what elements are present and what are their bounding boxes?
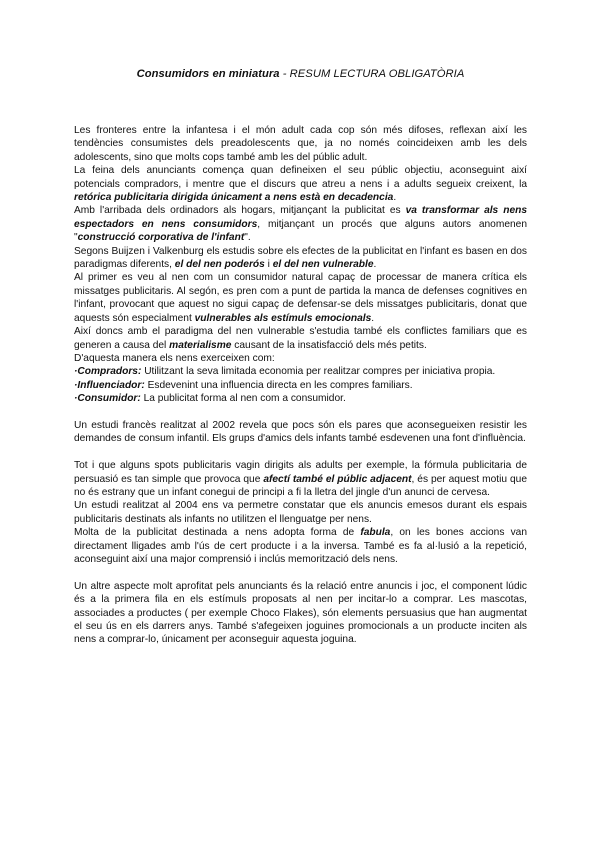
paragraph-text: Les fronteres entre la infantesa i el món adult cada cop són més difoses, reflexan així les tendències consumistes dels preadolescents que, ja no només coincideixen amb les dels adolescents, sino que molts cops també amb les del públic adult. — [74, 125, 527, 163]
paragraph — [74, 499, 527, 526]
emphasis-text: ·Influenciador: — [74, 379, 145, 391]
emphasis-text: construcció corporativa de l'infant — [77, 232, 245, 244]
paragraph-text: Així doncs amb el paradigma del nen vulnerable s'estudia també els conflictes familiars que es generen a causa del — [74, 326, 527, 351]
paragraph-text: D'aquesta manera els nens exerceixen com: — [74, 352, 275, 364]
paragraph — [74, 379, 527, 392]
paragraph-text: Esdevenint una influencia directa en les compres familiars. — [144, 379, 413, 391]
paragraph-text: ". — [244, 232, 251, 244]
paragraph-text: La feina dels anunciants comença quan defineixen el seu públic objectiu, aconseguint així potencials compradors, i mentre que el discurs que atreu a nens i a adults segueix creixent, la — [74, 165, 527, 190]
paragraph-text: , mitjançant un procés que alguns autors anomenen " — [74, 218, 527, 244]
paragraph-text: i — [264, 259, 273, 271]
emphasis-text: vulnerables als estímuls emocionals — [194, 312, 372, 324]
paragraph-text: , on les bones accions van directament lligades amb l'ús de cert producte i a la inversa. També es fa al·lusió a la repetició, aconseguint així una major comprensió i inclús memorització dels nens. — [74, 527, 528, 565]
paragraph-text: . — [373, 259, 377, 271]
emphasis-text: materialisme — [169, 339, 232, 351]
paragraph-text: Al primer es veu al nen com un consumidor natural capaç de processar de manera crítica els missatges publicitaris. Al segón, es pren com a punt de partida la manca de defenses cognitives en l'infant, provocant que aquest no sigui capaç de defensar-se dels missatges publicitaris, donat que aquests són especialment — [74, 272, 527, 324]
document-title — [74, 0, 527, 80]
paragraph — [74, 419, 527, 446]
paragraph-text: causant de la insatisfacció dels més petits. — [231, 339, 427, 351]
paragraph — [74, 325, 527, 352]
paragraph-text: Amb l'arribada dels ordinadors als hogars, mitjançant la publicitat es — [74, 205, 406, 217]
paragraph — [74, 204, 527, 244]
paragraph — [74, 352, 527, 365]
paragraph — [74, 164, 527, 204]
document-title-rest: - RESUM LECTURA OBLIGATÒRIA — [279, 68, 465, 80]
emphasis-text: afectí també el públic adjacent — [263, 473, 412, 485]
paragraph — [74, 526, 527, 566]
emphasis-text: el del nen poderós — [174, 259, 265, 271]
emphasis-text: fabula — [360, 527, 391, 539]
paragraph — [74, 365, 527, 378]
document-title-bold: Consumidors en miniatura — [136, 68, 280, 80]
paragraph — [74, 392, 527, 405]
paragraph-text: Un altre aspecte molt aprofitat pels anunciants és la relació entre anuncis i joc, el component lúdic és a la primera fila en els estímuls proposats al nen per incitar-lo a comprar. Les mascotas, associades a productes ( per exemple Choco Flakes), són elements persuasius que han augmentat el seu ús en els darrers anys. També s'afegeixen joguines promocionals a un producte inciten als nens a comprar-lo, únicament per aconseguir aquesta joguina. — [74, 580, 527, 646]
paragraph-text: Un estudi francès realitzat al 2002 revela que pocs són els pares que aconsegueixen resistir les demandes de consum infantil. Els grups d'amics dels infants també esdevenen una font d'influència. — [74, 419, 527, 445]
paragraph — [74, 271, 527, 325]
document-body — [74, 124, 527, 647]
paragraph-text: Molta de la publicitat destinada a nens adopta forma de — [74, 527, 361, 539]
paragraph-text: , és per aquest motiu que no és estrany que un infant conegui de principi a fi la lletra del jingle d'un anunci de cervesa. — [74, 473, 528, 498]
paragraph — [74, 580, 527, 647]
paragraph-text: Utilitzant la seva limitada economia per realitzar compres per iniciativa propia. — [141, 366, 496, 378]
emphasis-text: ·Consumidor: — [74, 393, 141, 405]
paragraph-text: . — [371, 312, 375, 324]
emphasis-text: retórica publicitaria dirigida únicament a nens està en decadencia — [74, 192, 394, 204]
paragraph-text: . — [393, 192, 397, 204]
paragraph — [74, 124, 527, 164]
emphasis-text: ·Compradors: — [74, 366, 142, 378]
paragraph-text: Tot i que alguns spots publicitaris vagin dirigits als adults per exemple, la fórmula publicitaria de persuasió es tan simple que provoca que — [74, 460, 527, 485]
paragraph-text: Segons Buijzen i Valkenburg els estudis sobre els efectes de la publicitat en l'infant es basen en dos paradigmas diferents, — [74, 245, 527, 271]
emphasis-text: el del nen vulnerable — [272, 259, 374, 271]
paragraph-text: Un estudi realitzat al 2004 ens va permetre constatar que els anuncis emesos durant els espais publicitaris destinats als infants no utilitzen el llenguatge per nens. — [74, 500, 527, 525]
paragraph-text: La publicitat forma al nen com a consumidor. — [140, 393, 346, 405]
paragraph — [74, 459, 527, 499]
paragraph — [74, 245, 527, 272]
emphasis-text: va transformar als nens espectadors en nens consumidors — [74, 205, 527, 230]
